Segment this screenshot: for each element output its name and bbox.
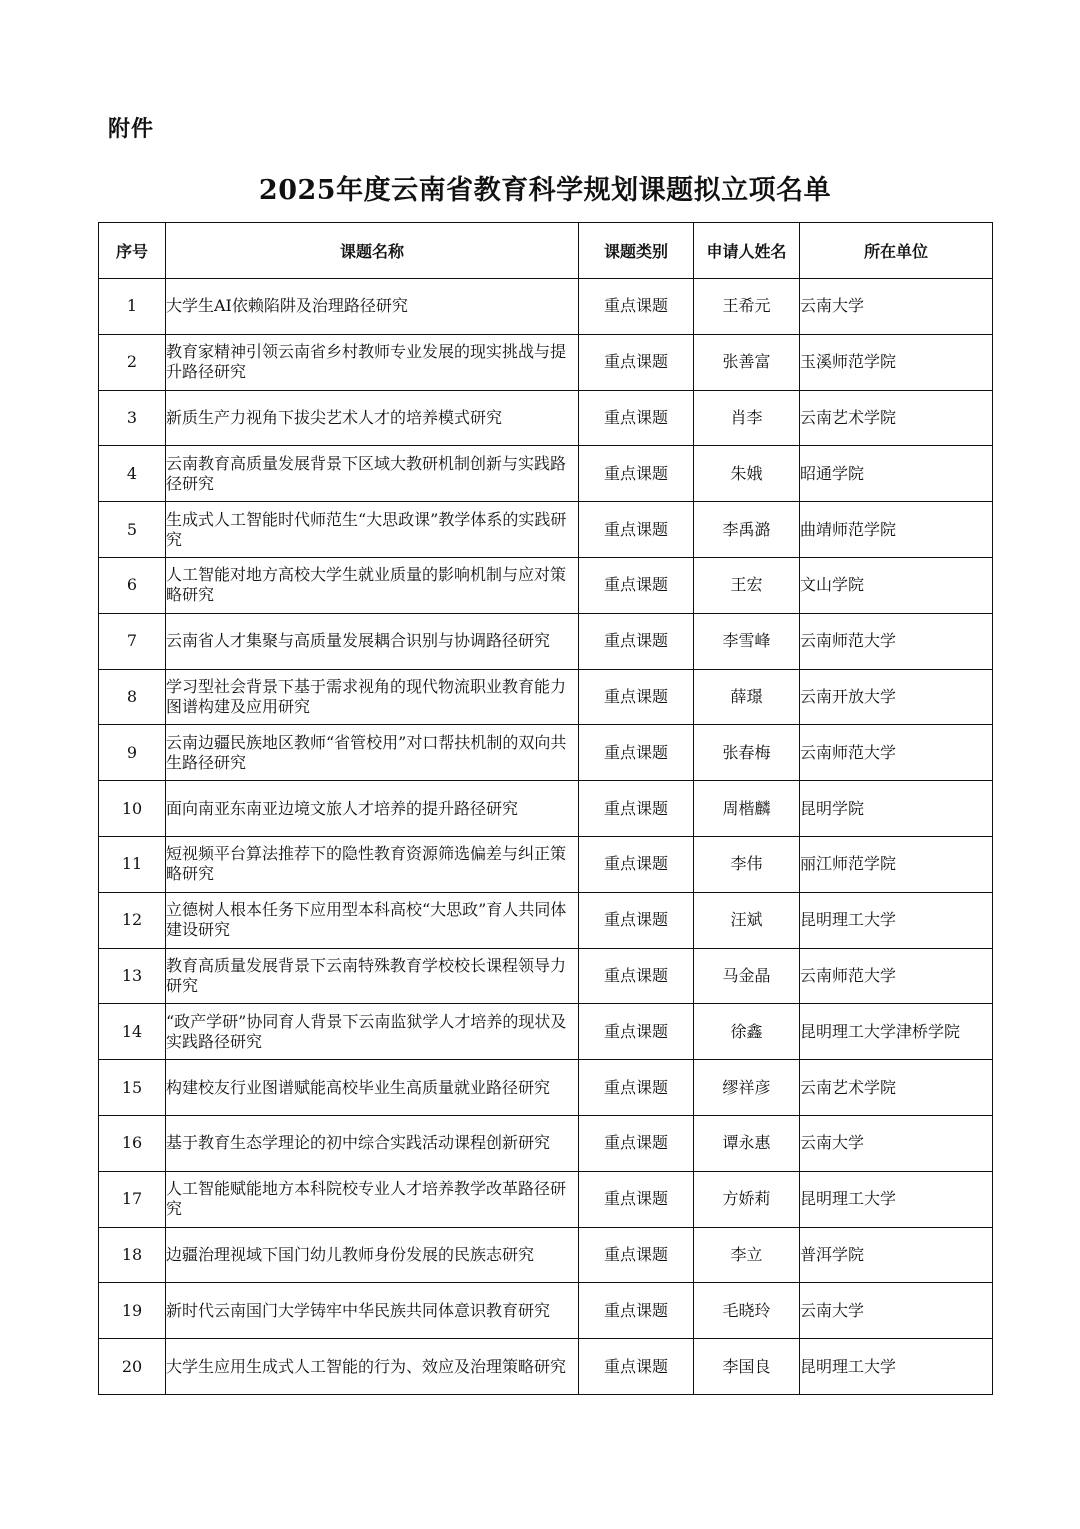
project-list-table — [98, 222, 993, 1395]
cell-topic-title: 新时代云南国门大学铸牢中华民族共同体意识教育研究 — [166, 1283, 579, 1339]
table-row — [99, 446, 993, 502]
document-title: 2025年度云南省教育科学规划课题拟立项名单 — [258, 175, 832, 206]
table-row — [99, 948, 993, 1004]
cell-topic-category: 重点课题 — [579, 1283, 694, 1339]
cell-topic-category: 重点课题 — [579, 502, 694, 558]
cell-serial-number: 14 — [99, 1004, 166, 1060]
cell-affiliation: 云南大学 — [800, 1115, 993, 1171]
table-row — [99, 1115, 993, 1171]
cell-serial-number: 10 — [99, 781, 166, 837]
table-row — [99, 1004, 993, 1060]
cell-applicant-name: 李国良 — [694, 1339, 800, 1395]
attachment-label: 附件 — [108, 117, 155, 142]
cell-topic-title: 学习型社会背景下基于需求视角的现代物流职业教育能力图谱构建及应用研究 — [166, 669, 579, 725]
cell-affiliation: 文山学院 — [800, 557, 993, 613]
cell-affiliation: 昆明理工大学 — [800, 1171, 993, 1227]
cell-topic-category: 重点课题 — [579, 836, 694, 892]
cell-serial-number: 5 — [99, 502, 166, 558]
cell-topic-title: 云南教育高质量发展背景下区域大教研机制创新与实践路径研究 — [166, 446, 579, 502]
cell-serial-number: 9 — [99, 725, 166, 781]
cell-topic-title: 新质生产力视角下拔尖艺术人才的培养模式研究 — [166, 390, 579, 446]
cell-serial-number: 1 — [99, 279, 166, 335]
cell-serial-number: 18 — [99, 1227, 166, 1283]
cell-applicant-name: 汪斌 — [694, 892, 800, 948]
cell-affiliation: 云南师范大学 — [800, 725, 993, 781]
cell-topic-title: 云南省人才集聚与高质量发展耦合识别与协调路径研究 — [166, 613, 579, 669]
cell-serial-number: 3 — [99, 390, 166, 446]
cell-topic-title: 立德树人根本任务下应用型本科高校“大思政”育人共同体建设研究 — [166, 892, 579, 948]
cell-topic-category: 重点课题 — [579, 557, 694, 613]
cell-affiliation: 昆明理工大学津桥学院 — [800, 1004, 993, 1060]
table-row — [99, 390, 993, 446]
cell-serial-number: 6 — [99, 557, 166, 613]
header-serial-number: 序号 — [99, 223, 166, 279]
cell-topic-category: 重点课题 — [579, 948, 694, 1004]
cell-applicant-name: 王希元 — [694, 279, 800, 335]
table-row — [99, 1060, 993, 1116]
cell-topic-title: 人工智能赋能地方本科院校专业人才培养教学改革路径研究 — [166, 1171, 579, 1227]
cell-topic-category: 重点课题 — [579, 1339, 694, 1395]
table-row — [99, 669, 993, 725]
cell-applicant-name: 张春梅 — [694, 725, 800, 781]
cell-serial-number: 8 — [99, 669, 166, 725]
table-row — [99, 892, 993, 948]
table-row — [99, 1283, 993, 1339]
cell-topic-category: 重点课题 — [579, 613, 694, 669]
cell-serial-number: 7 — [99, 613, 166, 669]
cell-topic-category: 重点课题 — [579, 781, 694, 837]
cell-serial-number: 12 — [99, 892, 166, 948]
cell-affiliation: 昆明学院 — [800, 781, 993, 837]
table-row — [99, 1227, 993, 1283]
cell-topic-category: 重点课题 — [579, 892, 694, 948]
cell-topic-title: 面向南亚东南亚边境文旅人才培养的提升路径研究 — [166, 781, 579, 837]
cell-topic-title: 大学生AI依赖陷阱及治理路径研究 — [166, 279, 579, 335]
cell-topic-title: 生成式人工智能时代师范生“大思政课”教学体系的实践研究 — [166, 502, 579, 558]
header-topic-title: 课题名称 — [166, 223, 579, 279]
cell-topic-title: “政产学研”协同育人背景下云南监狱学人才培养的现状及实践路径研究 — [166, 1004, 579, 1060]
cell-topic-category: 重点课题 — [579, 725, 694, 781]
cell-affiliation: 昆明理工大学 — [800, 1339, 993, 1395]
cell-applicant-name: 朱娥 — [694, 446, 800, 502]
cell-serial-number: 17 — [99, 1171, 166, 1227]
cell-applicant-name: 肖李 — [694, 390, 800, 446]
header-topic-category: 课题类别 — [579, 223, 694, 279]
cell-applicant-name: 徐鑫 — [694, 1004, 800, 1060]
cell-affiliation: 云南师范大学 — [800, 948, 993, 1004]
cell-affiliation: 云南大学 — [800, 1283, 993, 1339]
cell-serial-number: 2 — [99, 334, 166, 390]
cell-serial-number: 13 — [99, 948, 166, 1004]
cell-topic-title: 云南边疆民族地区教师“省管校用”对口帮扶机制的双向共生路径研究 — [166, 725, 579, 781]
cell-applicant-name: 毛晓玲 — [694, 1283, 800, 1339]
cell-topic-category: 重点课题 — [579, 1004, 694, 1060]
cell-topic-category: 重点课题 — [579, 446, 694, 502]
cell-affiliation: 昭通学院 — [800, 446, 993, 502]
cell-affiliation: 云南开放大学 — [800, 669, 993, 725]
cell-affiliation: 玉溪师范学院 — [800, 334, 993, 390]
cell-serial-number: 4 — [99, 446, 166, 502]
cell-applicant-name: 谭永惠 — [694, 1115, 800, 1171]
cell-affiliation: 曲靖师范学院 — [800, 502, 993, 558]
table-row — [99, 279, 993, 335]
table-row — [99, 613, 993, 669]
cell-applicant-name: 李禹潞 — [694, 502, 800, 558]
cell-topic-category: 重点课题 — [579, 1227, 694, 1283]
cell-serial-number: 16 — [99, 1115, 166, 1171]
cell-applicant-name: 李立 — [694, 1227, 800, 1283]
cell-applicant-name: 张善富 — [694, 334, 800, 390]
table-row — [99, 836, 993, 892]
cell-topic-category: 重点课题 — [579, 1171, 694, 1227]
table-row — [99, 502, 993, 558]
cell-affiliation: 昆明理工大学 — [800, 892, 993, 948]
table-header-row — [99, 223, 993, 279]
table-row — [99, 557, 993, 613]
cell-topic-category: 重点课题 — [579, 334, 694, 390]
cell-applicant-name: 周楷麟 — [694, 781, 800, 837]
table-row — [99, 781, 993, 837]
table-row — [99, 1339, 993, 1395]
cell-applicant-name: 马金晶 — [694, 948, 800, 1004]
cell-applicant-name: 方娇莉 — [694, 1171, 800, 1227]
header-affiliation: 所在单位 — [800, 223, 993, 279]
cell-applicant-name: 李伟 — [694, 836, 800, 892]
cell-serial-number: 20 — [99, 1339, 166, 1395]
cell-affiliation: 云南师范大学 — [800, 613, 993, 669]
cell-affiliation: 云南艺术学院 — [800, 390, 993, 446]
header-applicant-name: 申请人姓名 — [694, 223, 800, 279]
cell-serial-number: 19 — [99, 1283, 166, 1339]
cell-applicant-name: 王宏 — [694, 557, 800, 613]
cell-affiliation: 丽江师范学院 — [800, 836, 993, 892]
cell-serial-number: 11 — [99, 836, 166, 892]
cell-affiliation: 普洱学院 — [800, 1227, 993, 1283]
cell-applicant-name: 李雪峰 — [694, 613, 800, 669]
cell-applicant-name: 薛璟 — [694, 669, 800, 725]
cell-topic-category: 重点课题 — [579, 390, 694, 446]
cell-topic-category: 重点课题 — [579, 1115, 694, 1171]
cell-topic-category: 重点课题 — [579, 669, 694, 725]
cell-topic-title: 教育家精神引领云南省乡村教师专业发展的现实挑战与提升路径研究 — [166, 334, 579, 390]
table-row — [99, 334, 993, 390]
cell-topic-title: 构建校友行业图谱赋能高校毕业生高质量就业路径研究 — [166, 1060, 579, 1116]
table-row — [99, 725, 993, 781]
cell-topic-title: 短视频平台算法推荐下的隐性教育资源筛选偏差与纠正策略研究 — [166, 836, 579, 892]
cell-topic-title: 边疆治理视域下国门幼儿教师身份发展的民族志研究 — [166, 1227, 579, 1283]
cell-topic-title: 人工智能对地方高校大学生就业质量的影响机制与应对策略研究 — [166, 557, 579, 613]
cell-serial-number: 15 — [99, 1060, 166, 1116]
cell-topic-category: 重点课题 — [579, 1060, 694, 1116]
cell-affiliation: 云南艺术学院 — [800, 1060, 993, 1116]
cell-topic-category: 重点课题 — [579, 279, 694, 335]
cell-topic-title: 教育高质量发展背景下云南特殊教育学校校长课程领导力研究 — [166, 948, 579, 1004]
table-row — [99, 1171, 993, 1227]
cell-affiliation: 云南大学 — [800, 279, 993, 335]
cell-topic-title: 大学生应用生成式人工智能的行为、效应及治理策略研究 — [166, 1339, 579, 1395]
cell-topic-title: 基于教育生态学理论的初中综合实践活动课程创新研究 — [166, 1115, 579, 1171]
cell-applicant-name: 缪祥彦 — [694, 1060, 800, 1116]
